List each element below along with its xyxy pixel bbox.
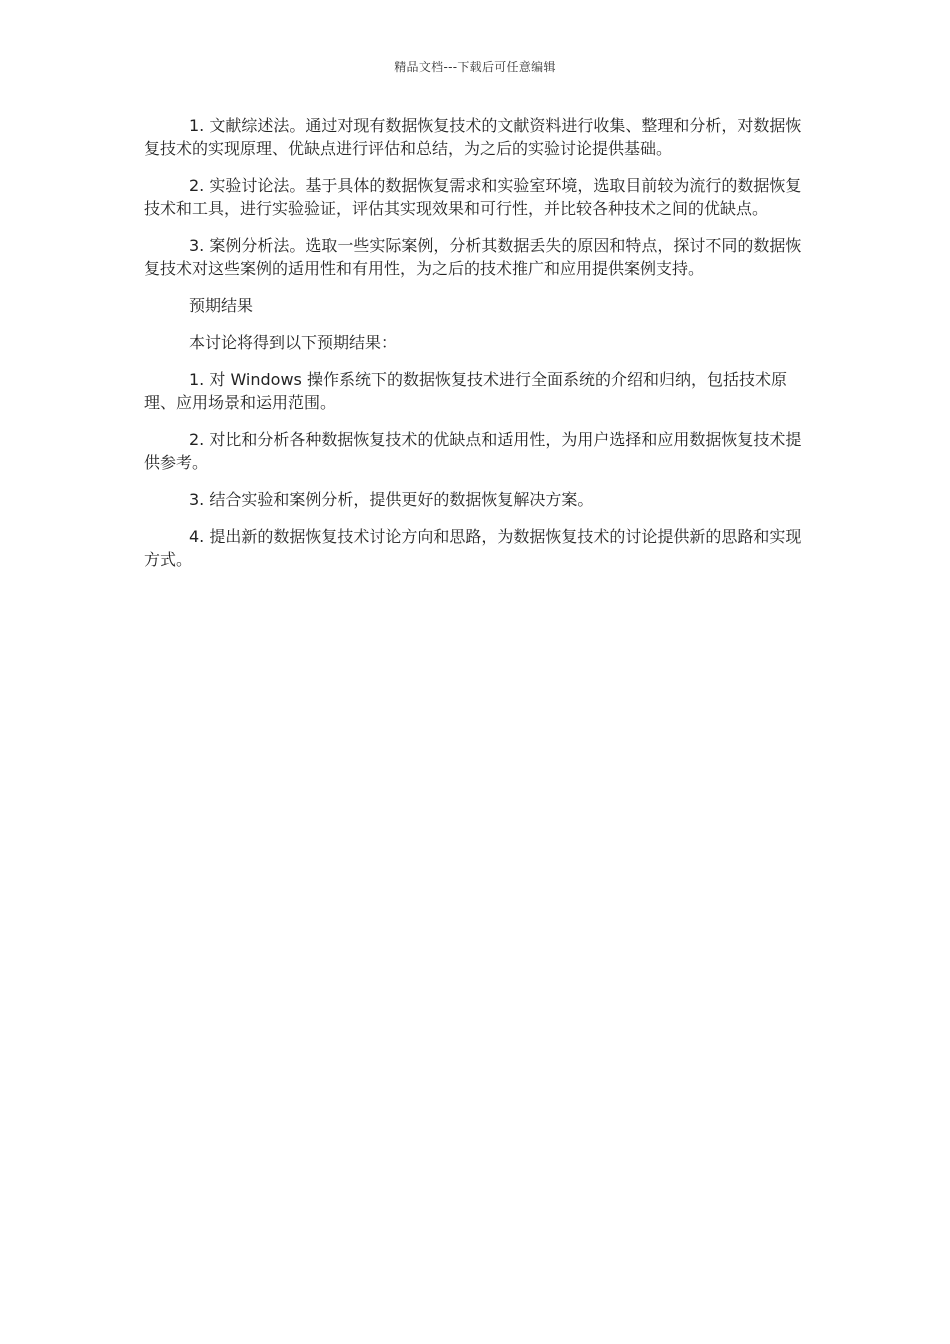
paragraph-result-1: 1. 对 Windows 操作系统下的数据恢复技术进行全面系统的介绍和归纳，包括技术原理、应用场景和运用范围。 <box>144 370 787 412</box>
paragraph-method-literature: 1. 文献综述法。通过对现有数据恢复技术的文献资料进行收集、整理和分析，对数据恢复技术的实现原理、优缺点进行评估和总结，为之后的实验讨论提供基础。 <box>144 116 802 158</box>
section-heading-expected-results: 预期结果 <box>189 296 254 315</box>
paragraph-method-case: 3. 案例分析法。选取一些实际案例，分析其数据丢失的原因和特点，探讨不同的数据恢复技术对这些案例的适用性和有用性，为之后的技术推广和应用提供案例支持。 <box>144 236 802 278</box>
paragraph-result-4: 4. 提出新的数据恢复技术讨论方向和思路，为数据恢复技术的讨论提供新的思路和实现方式。 <box>144 527 802 569</box>
paragraph-result-2: 2. 对比和分析各种数据恢复技术的优缺点和适用性，为用户选择和应用数据恢复技术提供参考。 <box>144 430 802 472</box>
page-header: 精品文档---下载后可任意编辑 <box>394 60 556 74</box>
paragraph-result-3: 3. 结合实验和案例分析，提供更好的数据恢复解决方案。 <box>189 490 594 509</box>
document-body <box>144 114 808 585</box>
paragraph-results-intro: 本讨论将得到以下预期结果： <box>189 333 398 352</box>
paragraph-method-experiment: 2. 实验讨论法。基于具体的数据恢复需求和实验室环境，选取目前较为流行的数据恢复技术和工具，进行实验验证，评估其实现效果和可行性，并比较各种技术之间的优缺点。 <box>144 176 802 218</box>
